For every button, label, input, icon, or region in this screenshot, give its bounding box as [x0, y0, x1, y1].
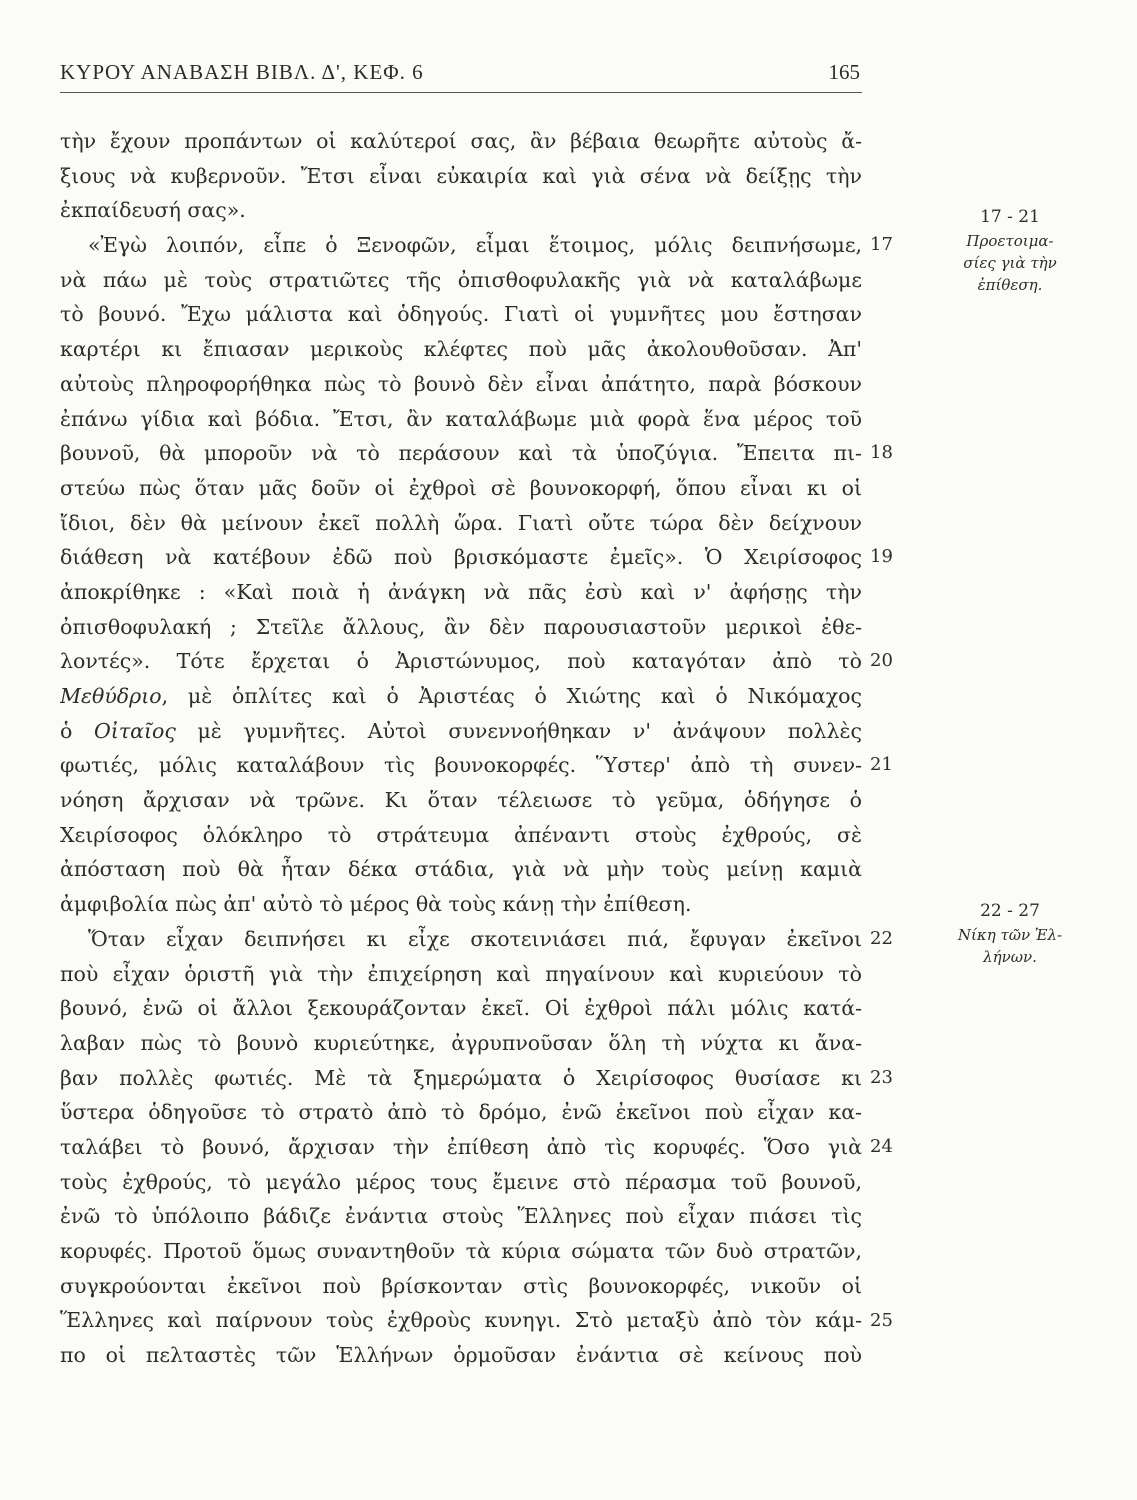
- running-title: ΚΥΡΟΥ ΑΝΑΒΑΣΗ ΒΙΒΛ. Δ', ΚΕΦ. 6: [60, 60, 424, 84]
- text-line: [60, 714, 862, 749]
- text-line: ποὺ εἶχαν ὁριστῆ γιὰ τὴν ἐπιχείρηση καὶ πηγαίνουν καὶ κυριεύουν τὸ: [60, 961, 862, 986]
- text-line: διάθεση νὰ κατέβουν ἐδῶ ποὺ βρισκόμαστε ἐμεῖς». Ὁ Χειρίσοφος: [60, 545, 862, 570]
- text-line: «Ἐγὼ λοιπόν, εἶπε ὁ Ξενοφῶν, εἶμαι ἕτοιμος, μόλις δειπνήσωμε,: [88, 233, 862, 258]
- section-number-22: 22: [870, 928, 893, 949]
- margin-note-range: 22 - 27: [980, 901, 1040, 921]
- place-name-oitaios: Οἰταῖος: [93, 718, 176, 743]
- text-line: ὕστερα ὁδηγοῦσε τὸ στρατὸ ἀπὸ τὸ δρόμο, ἐνῶ ἐκεῖνοι ποὺ εἶχαν κα-: [60, 1100, 862, 1125]
- text-line: βουνό, ἐνῶ οἱ ἄλλοι ξεκουράζονταν ἐκεῖ. Οἱ ἐχθροὶ πάλι μόλις κατά-: [60, 996, 862, 1021]
- section-number-20: 20: [870, 650, 893, 671]
- text-line: βουνοῦ, θὰ μποροῦν νὰ τὸ περάσουν καὶ τὰ ὑποζύγια. Ἔπειτα πι-: [60, 441, 862, 466]
- place-name-methydrio: Μεθύδριο: [60, 684, 162, 708]
- text-line: καρτέρι κι ἔπιασαν μερικοὺς κλέφτες ποὺ μᾶς ἀκολουθοῦσαν. Ἀπ': [60, 337, 862, 362]
- section-number-24: 24: [870, 1136, 893, 1157]
- text-line: τοὺς ἐχθρούς, τὸ μεγάλο μέρος τους ἔμεινε στὸ πέρασμα τοῦ βουνοῦ,: [60, 1169, 862, 1194]
- text-line: [60, 679, 862, 714]
- text-segment: , μὲ ὁπλίτες καὶ ὁ Ἀριστέας ὁ Χιώτης καὶ ὁ Νικόμαχος: [161, 684, 862, 708]
- section-number-19: 19: [870, 546, 893, 567]
- text-line: τὴν ἔχουν προπάντων οἱ καλύτεροί σας, ἂν βέβαια θεωρῆτε αὐτοὺς ἄ-: [60, 129, 862, 153]
- text-line: ἐκπαίδευσή σας».: [60, 198, 246, 223]
- running-header: [60, 56, 862, 93]
- text-line: συγκρούονται ἐκεῖνοι ποὺ βρίσκονταν στὶς βουνοκορφές, νικοῦν οἱ: [60, 1273, 862, 1298]
- section-number-17: 17: [870, 234, 893, 255]
- text-line: ἐνῶ τὸ ὑπόλοιπο βάδιζε ἐνάντια στοὺς Ἕλληνες ποὺ εἶχαν πιάσει τὶς: [60, 1204, 862, 1229]
- margin-note-line: σίες γιὰ τὴν: [963, 254, 1057, 272]
- text-line: νὰ πάω μὲ τοὺς στρατιῶτες τῆς ὀπισθοφυλακῆς γιὰ νὰ καταλάβωμε: [60, 267, 862, 292]
- text-line: ταλάβει τὸ βουνό, ἄρχισαν τὴν ἐπίθεση ἀπὸ τὶς κορυφές. Ὅσο γιὰ: [60, 1134, 862, 1159]
- text-line: αὐτοὺς πληροφορήθηκα πὼς τὸ βουνὸ δὲν εἶναι ἀπάτητο, παρὰ βόσκουν: [60, 371, 862, 396]
- margin-note-line: λήνων.: [983, 948, 1037, 966]
- margin-note-victory: [920, 898, 1100, 968]
- text-segment: μὲ γυμνῆτες. Αὐτοὶ συνεννοήθηκαν ν' ἀνάψουν πολλὲς: [175, 718, 862, 743]
- text-line: Ἕλληνες καὶ παίρνουν τοὺς ἐχθροὺς κυνηγι. Στὸ μεταξὺ ἀπὸ τὸν κάμ-: [60, 1308, 862, 1333]
- text-line: φωτιές, μόλις καταλάβουν τὶς βουνοκορφές. Ὕστερ' ἀπὸ τὴ συνεν-: [60, 753, 862, 778]
- text-line: στεύω πὼς ὅταν μᾶς δοῦν οἱ ἐχθροὶ σὲ βουνοκορφή, ὅπου εἶναι κι οἱ: [60, 475, 862, 500]
- margin-note-line: Νίκη τῶν Ἑλ-: [957, 926, 1063, 944]
- text-line: ἀποκρίθηκε : «Καὶ ποιὰ ἡ ἀνάγκη νὰ πᾶς ἐσὺ καὶ ν' ἀφήσῃς τὴν: [60, 579, 862, 604]
- text-line: πο οἱ πελταστὲς τῶν Ἑλλήνων ὁρμοῦσαν ἐνάντια σὲ κείνους ποὺ: [60, 1343, 862, 1368]
- text-line: κορυφές. Προτοῦ ὅμως συναντηθοῦν τὰ κύρια σώματα τῶν δυὸ στρατῶν,: [60, 1239, 862, 1263]
- text-line: ἀμφιβολία πὼς ἀπ' αὐτὸ τὸ μέρος θὰ τοὺς κάνῃ τὴν ἐπίθεση.: [60, 892, 692, 917]
- margin-note-range: 17 - 21: [980, 207, 1040, 227]
- margin-note-line: ἐπίθεση.: [977, 276, 1043, 294]
- text-line: ἴδιοι, δὲν θὰ μείνουν ἐκεῖ πολλὴ ὥρα. Γιατὶ οὔτε τώρα δὲν δείχνουν: [60, 510, 862, 535]
- main-text: [60, 124, 862, 1373]
- text-line: βαν πολλὲς φωτιές. Μὲ τὰ ξημερώματα ὁ Χειρίσοφος θυσίασε κι: [60, 1065, 862, 1090]
- text-segment: ὁ: [60, 718, 94, 743]
- section-number-21: 21: [870, 754, 893, 775]
- text-line: ἐπάνω γίδια καὶ βόδια. Ἔτσι, ἂν καταλάβωμε μιὰ φορὰ ἕνα μέρος τοῦ: [60, 406, 862, 431]
- section-number-25: 25: [870, 1310, 893, 1331]
- text-line: νόηση ἄρχισαν νὰ τρῶνε. Κι ὅταν τέλειωσε τὸ γεῦμα, ὁδήγησε ὁ: [60, 788, 862, 813]
- text-line: ἀπόσταση ποὺ θὰ ἦταν δέκα στάδια, γιὰ νὰ μὴν τοὺς μείνῃ καμιὰ: [60, 857, 862, 882]
- page-number: 165: [828, 60, 860, 84]
- section-number-23: 23: [870, 1067, 893, 1088]
- text-line: ὀπισθοφυλακή ; Στεῖλε ἄλλους, ἂν δὲν παρουσιαστοῦν μερικοὶ ἐθε-: [60, 614, 862, 639]
- text-line: λοντές». Τότε ἔρχεται ὁ Ἀριστώνυμος, ποὺ καταγόταν ἀπὸ τὸ: [60, 649, 862, 674]
- text-line: τὸ βουνό. Ἔχω μάλιστα καὶ ὁδηγούς. Γιατὶ οἱ γυμνῆτες μου ἔστησαν: [60, 302, 862, 327]
- text-line: λαβαν πὼς τὸ βουνὸ κυριεύτηκε, ἀγρυπνοῦσαν ὅλη τὴ νύχτα κι ἄνα-: [60, 1030, 862, 1055]
- section-number-18: 18: [870, 442, 893, 463]
- margin-note-preparations: [920, 204, 1100, 296]
- text-line: ξιους νὰ κυβερνοῦν. Ἔτσι εἶναι εὐκαιρία καὶ γιὰ σένα νὰ δείξῃς τὴν: [60, 163, 862, 188]
- margin-note-line: Προετοιμα-: [966, 232, 1054, 250]
- text-line: Χειρίσοφος ὁλόκληρο τὸ στράτευμα ἀπέναντι στοὺς ἐχθρούς, σὲ: [60, 822, 862, 847]
- text-line: Ὅταν εἶχαν δειπνήσει κι εἶχε σκοτεινιάσει πιά, ἔφυγαν ἐκεῖνοι: [88, 926, 862, 951]
